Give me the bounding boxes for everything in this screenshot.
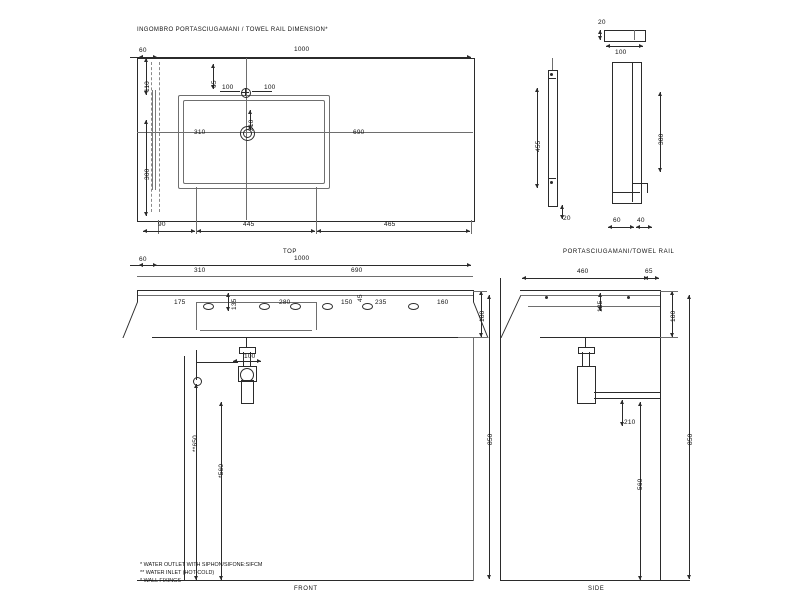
top-dim-210-label: 210 xyxy=(248,119,255,131)
top-dim-90-arrow xyxy=(143,231,195,232)
side-top-edge xyxy=(520,290,660,291)
front-dim-560-arrow xyxy=(221,402,222,580)
front-dim-1000-label: 1000 xyxy=(294,255,310,262)
front-basin-bottom xyxy=(200,330,312,331)
front-dim-1000-arrow xyxy=(139,265,471,266)
note-1: * WATER OUTLET WITH SIPHON/SIFONE:SIFCM xyxy=(140,562,263,568)
towel-rail-dim-455-label: 455 xyxy=(535,140,542,152)
top-bottom-ext-2 xyxy=(196,187,197,234)
top-view-overflow-circle xyxy=(241,88,251,98)
towel-rail-elev-tick-2 xyxy=(548,178,556,179)
towel-rail-fixing-dot-bottom xyxy=(550,181,553,184)
front-dim-560-label: *560 xyxy=(218,463,225,478)
front-inlet-up xyxy=(196,350,197,362)
side-trap-outlet xyxy=(594,392,660,393)
front-850-ext xyxy=(473,337,474,581)
front-fixing-5 xyxy=(362,303,373,310)
top-dim-60-arrow xyxy=(139,57,157,58)
front-dim-160-label: 160 xyxy=(437,299,449,306)
front-dim-135-label: 135 xyxy=(231,298,238,310)
towel-rail-center-ext xyxy=(552,58,553,70)
towel-rail-dim-20-bottom-label: 20 xyxy=(563,215,571,222)
top-dim-65-label: 65 xyxy=(211,80,218,88)
front-dim-45-label: 45 xyxy=(357,294,364,302)
towel-rail-dim-60-label: 60 xyxy=(613,217,621,224)
front-dim-175-label: 175 xyxy=(174,299,186,306)
top-view-centerline-h xyxy=(137,132,473,133)
view-caption-front: FRONT xyxy=(294,586,318,592)
top-dim-690-label: 690 xyxy=(353,129,365,136)
front-bottom-edge xyxy=(152,337,458,338)
top-dim-100-left-label: 100 xyxy=(222,84,234,91)
front-dim-235-label: 235 xyxy=(375,299,387,306)
top-dim-300-label: 300 xyxy=(144,168,151,180)
top-dim-310-label: 310 xyxy=(194,129,206,136)
front-left-slope xyxy=(122,302,138,338)
side-waste-stub xyxy=(585,337,586,347)
front-fixing-6 xyxy=(408,303,419,310)
towel-rail-dim-100-label: 100 xyxy=(615,49,627,56)
side-dim-850-label: 850 xyxy=(687,433,694,445)
towel-rail-plan-divider xyxy=(634,30,635,40)
top-dim-465-label: 465 xyxy=(384,221,396,228)
top-view-basin-inner xyxy=(183,100,325,184)
front-dim-subline xyxy=(137,276,473,277)
side-dim-180-label: 180 xyxy=(670,310,677,322)
top-dim-100-right-line xyxy=(252,91,272,92)
side-trap-outlet-2 xyxy=(594,398,660,399)
front-fixing-1 xyxy=(203,303,214,310)
towel-rail-dim-40-label: 40 xyxy=(637,217,645,224)
side-fixing-dot-2 xyxy=(627,296,630,299)
front-wall-vertical xyxy=(184,356,185,580)
towel-rail-side-foot-v xyxy=(647,183,648,193)
front-fixing-3 xyxy=(290,303,301,310)
front-dim-60-ext xyxy=(130,265,140,266)
side-waste-pipe-r xyxy=(589,352,590,366)
side-180-ext-top xyxy=(660,291,678,292)
top-bottom-ext-3 xyxy=(316,187,317,234)
towel-rail-dim-40-arrow xyxy=(636,227,652,228)
view-caption-side: SIDE xyxy=(588,586,605,592)
front-top-edge xyxy=(137,290,473,291)
towel-rail-dim-60-arrow xyxy=(608,227,634,228)
front-dim-280-label: 280 xyxy=(279,299,291,306)
top-dim-90-label: 90 xyxy=(158,221,166,228)
front-dim-690-label: 690 xyxy=(351,267,363,274)
side-front-slope xyxy=(500,296,521,338)
towel-rail-side-inner-line xyxy=(632,62,633,202)
front-dim-310-label: 310 xyxy=(194,267,206,274)
side-bottom-edge xyxy=(540,337,660,338)
towel-rail-elevation-outline xyxy=(548,70,558,207)
view-caption-towel-rail: PORTASCIUGAMANI/TOWEL RAIL xyxy=(563,249,675,255)
top-dim-100-left-line xyxy=(220,91,240,92)
top-dim-100-right-label: 100 xyxy=(264,84,276,91)
towel-rail-side-foot xyxy=(632,183,648,184)
side-dim-65-arrow xyxy=(644,278,659,279)
towel-rail-dim-20-top-label: 20 xyxy=(598,19,606,26)
side-waste-pipe-l xyxy=(582,352,583,366)
front-dim-850-label: 850 xyxy=(487,433,494,445)
towel-rail-plan-outline xyxy=(604,30,646,42)
side-wall-line xyxy=(660,290,661,580)
side-dim-210-arrow xyxy=(622,400,623,426)
top-bottom-ext-4 xyxy=(471,220,472,234)
front-basin-left xyxy=(196,302,197,330)
side-dim-460-label: 460 xyxy=(577,268,589,275)
towel-rail-dim-380-arrow xyxy=(660,92,661,172)
front-basin-right xyxy=(316,302,317,330)
top-view-overflow-cross-v xyxy=(245,88,246,96)
towel-rail-dim-380-label: 380 xyxy=(658,133,665,145)
front-dim-60-arrow xyxy=(139,265,157,266)
side-inner-line xyxy=(528,306,660,307)
top-view-wall-hatch xyxy=(152,90,158,190)
top-dim-1000-label: 1000 xyxy=(294,46,310,53)
top-dim-60-ext xyxy=(130,57,140,58)
side-left-ext xyxy=(500,278,501,580)
towel-rail-elev-tick-1 xyxy=(548,78,556,79)
side-dim-460-arrow xyxy=(522,278,648,279)
front-fixing-2 xyxy=(259,303,270,310)
front-top-edge-2 xyxy=(137,295,473,296)
top-dim-445-arrow xyxy=(197,231,315,232)
front-dim-135-arrow xyxy=(228,293,229,311)
header-note: INGOMBRO PORTASCIUGAMANI / TOWEL RAIL DIMENSION* xyxy=(137,27,329,33)
towel-rail-dim-100-arrow xyxy=(606,46,643,47)
front-dim-650-label: **650 xyxy=(192,435,199,452)
note-2: ** WATER INLET (HOT-COLD) xyxy=(140,570,215,577)
front-trap-tail xyxy=(241,380,254,404)
top-dim-465-arrow xyxy=(317,231,470,232)
front-left-edge xyxy=(137,290,138,302)
top-view-wall-dash-2 xyxy=(159,62,160,212)
front-inlet-h xyxy=(196,362,238,363)
side-fixing-dot-1 xyxy=(545,296,548,299)
side-dim-560-label: 560 xyxy=(637,478,644,490)
side-dim-65-label: 65 xyxy=(645,268,653,275)
towel-rail-fixing-dot-top xyxy=(550,73,553,76)
side-180-ext-bottom xyxy=(660,337,678,338)
towel-rail-side-base-line xyxy=(612,192,640,193)
side-dim-560-arrow xyxy=(640,402,641,580)
front-waste-stub xyxy=(246,337,247,347)
top-dim-1000-arrow xyxy=(139,57,471,58)
notes-block xyxy=(140,561,262,585)
front-dim-180-label: 180 xyxy=(479,310,486,322)
front-dim-150-label: 150 xyxy=(341,299,353,306)
top-dim-445-label: 445 xyxy=(243,221,255,228)
front-180-ext-top xyxy=(473,291,487,292)
side-top-edge-2 xyxy=(520,295,660,296)
front-fixing-4 xyxy=(322,303,333,310)
top-dim-60-label: 60 xyxy=(139,47,147,54)
side-floor-line xyxy=(500,580,690,581)
side-dim-135-label: 135 xyxy=(597,300,604,312)
front-dim-100-label: 100 xyxy=(244,353,256,360)
top-dim-110-label: 110 xyxy=(144,81,151,92)
front-dim-650-arrow xyxy=(196,384,197,580)
front-dim-60-label: 60 xyxy=(139,256,147,263)
side-waste-flange xyxy=(578,347,595,354)
towel-rail-dim-20-arrow xyxy=(600,30,601,40)
view-caption-top: TOP xyxy=(283,249,298,255)
side-dim-210-label: 210 xyxy=(624,419,636,426)
towel-rail-dim-455-arrow xyxy=(537,88,538,188)
note-3: * WALL FIXINGS xyxy=(140,578,181,585)
